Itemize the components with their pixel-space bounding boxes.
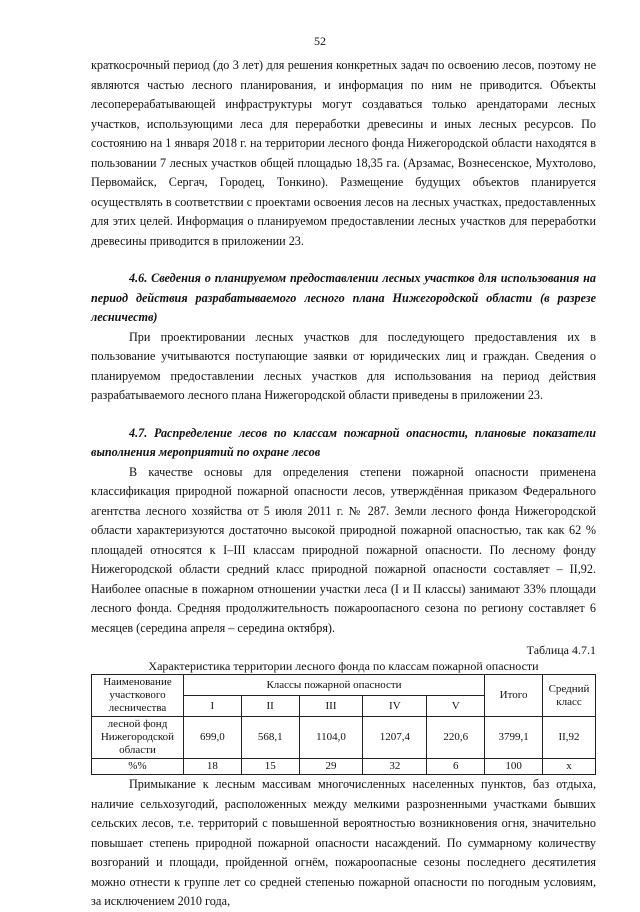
header-avg: Средний класс xyxy=(543,675,596,717)
section-4-6-body: При проектировании лесных участков для последующего предоставления их в пользование учитываются поступающие заявки от юридических лиц и граждан. Сведения о планируемом предоставлении лесных участков для использования на период действия разрабатываемого лесного плана Нижегородской области приведены в приложении 23. xyxy=(91,329,596,402)
table-row xyxy=(92,717,596,759)
row1-class-5: 220,6 xyxy=(427,717,485,759)
row2-class-4: 32 xyxy=(363,759,427,775)
paragraph-final: Примыкание к лесным массивам многочисленных населенных пунктов, баз отдыха, наличие сельхозугодий, расположенных между мелкими разрозненными участками бывших сельских лесов, т.е. территорий с повышенной вероятностью возникновения огня, значительно повышает степень природной пожарной опасности насаждений. По суммарному количеству возгораний и площади, пройденной огнём, пожароопасные сезоны последнего десятилетия можно отнести к группе лет со средней степенью пожарной опасности по погодным условиям, за исключением 2010 года, xyxy=(91,777,596,908)
header-group: Классы пожарной опасности xyxy=(183,675,484,696)
header-name: Наименование участкового лесничества xyxy=(92,675,184,717)
row1-name: лесной фонд Нижегородской области xyxy=(92,717,184,759)
table-header-row xyxy=(92,675,596,696)
row1-total: 3799,1 xyxy=(485,717,543,759)
row1-class-2: 568,1 xyxy=(241,717,299,759)
row2-total: 100 xyxy=(485,759,543,775)
table-row xyxy=(92,759,596,775)
header-total: Итого xyxy=(485,675,543,717)
header-class-2: II xyxy=(241,696,299,717)
row1-class-1: 699,0 xyxy=(183,717,241,759)
row2-class-1: 18 xyxy=(183,759,241,775)
header-class-3: III xyxy=(299,696,363,717)
row2-avg: x xyxy=(543,759,596,775)
row2-class-5: 6 xyxy=(427,759,485,775)
paragraph-intro: краткосрочный период (до 3 лет) для решения конкретных задач по освоению лесов, поэтому не являются частью лесного планирования, и информация по ним не приводится. Объекты лесоперерабатывающей инфраструктуры могут создаваться только арендаторами лесных участков, использующими леса для переработки древесины и иных лесных ресурсов. По состоянию на 1 января 2018 г. на территории лесного фонда Нижегородской области находятся в пользовании 7 лесных участков общей площадью 18,35 га. (Арзамас, Вознесенское, Мухтолово, Первомайск, Сергач, Городец, Тонкино). Размещение будущих объектов планируется осуществлять в соответствии с проектами освоения лесов на лесных участках, предоставленных для этих целей. Информация о планируемом предоставлении лесных участков для переработки древесины приводится в приложении 23. xyxy=(91,58,596,248)
page-number: 52 xyxy=(314,34,326,48)
table-title: Характеристика территории лесного фонда по классам пожарной опасности xyxy=(148,659,539,673)
row1-class-4: 1207,4 xyxy=(363,717,427,759)
row2-class-2: 15 xyxy=(241,759,299,775)
section-4-7-heading: 4.7. Распределение лесов по классам пожарной опасности, плановые показатели выполнения мероприятий по охране лесов xyxy=(91,425,596,459)
document-body xyxy=(91,56,596,912)
header-class-5: V xyxy=(427,696,485,717)
row2-name: %% xyxy=(92,759,184,775)
section-4-6-heading: 4.6. Сведения о планируемом предоставлении лесных участков для использования на период действия разрабатываемого лесного плана Нижегородской области (в разрезе лесничеств) xyxy=(91,271,596,324)
row1-class-3: 1104,0 xyxy=(299,717,363,759)
header-class-4: IV xyxy=(363,696,427,717)
fire-class-table xyxy=(91,674,596,775)
table-caption: Таблица 4.7.1 xyxy=(526,643,596,657)
row2-class-3: 29 xyxy=(299,759,363,775)
header-class-1: I xyxy=(183,696,241,717)
row1-avg: II,92 xyxy=(543,717,596,759)
section-4-7-body: В качестве основы для определения степени пожарной опасности применена классификация природной пожарной опасности лесов, утверждённая приказом Федерального агентства лесного хозяйства от 5 июля 2011 г. № 287. Земли лесного фонда Нижегородской области характеризуются достаточно высокой природной пожарной опасностью, так как 62 % площадей относятся к I–III классам природной пожарной опасности. По лесному фонду Нижегородской области средний класс природной пожарной опасности составляет – II,92. Наиболее опасные в пожарном отношении участки леса (I и II классы) занимают 33% площади лесного фонда. Средняя продолжительность пожароопасного сезона по региону составляет 6 месяцев (середина апреля – середина октября). xyxy=(91,464,596,635)
